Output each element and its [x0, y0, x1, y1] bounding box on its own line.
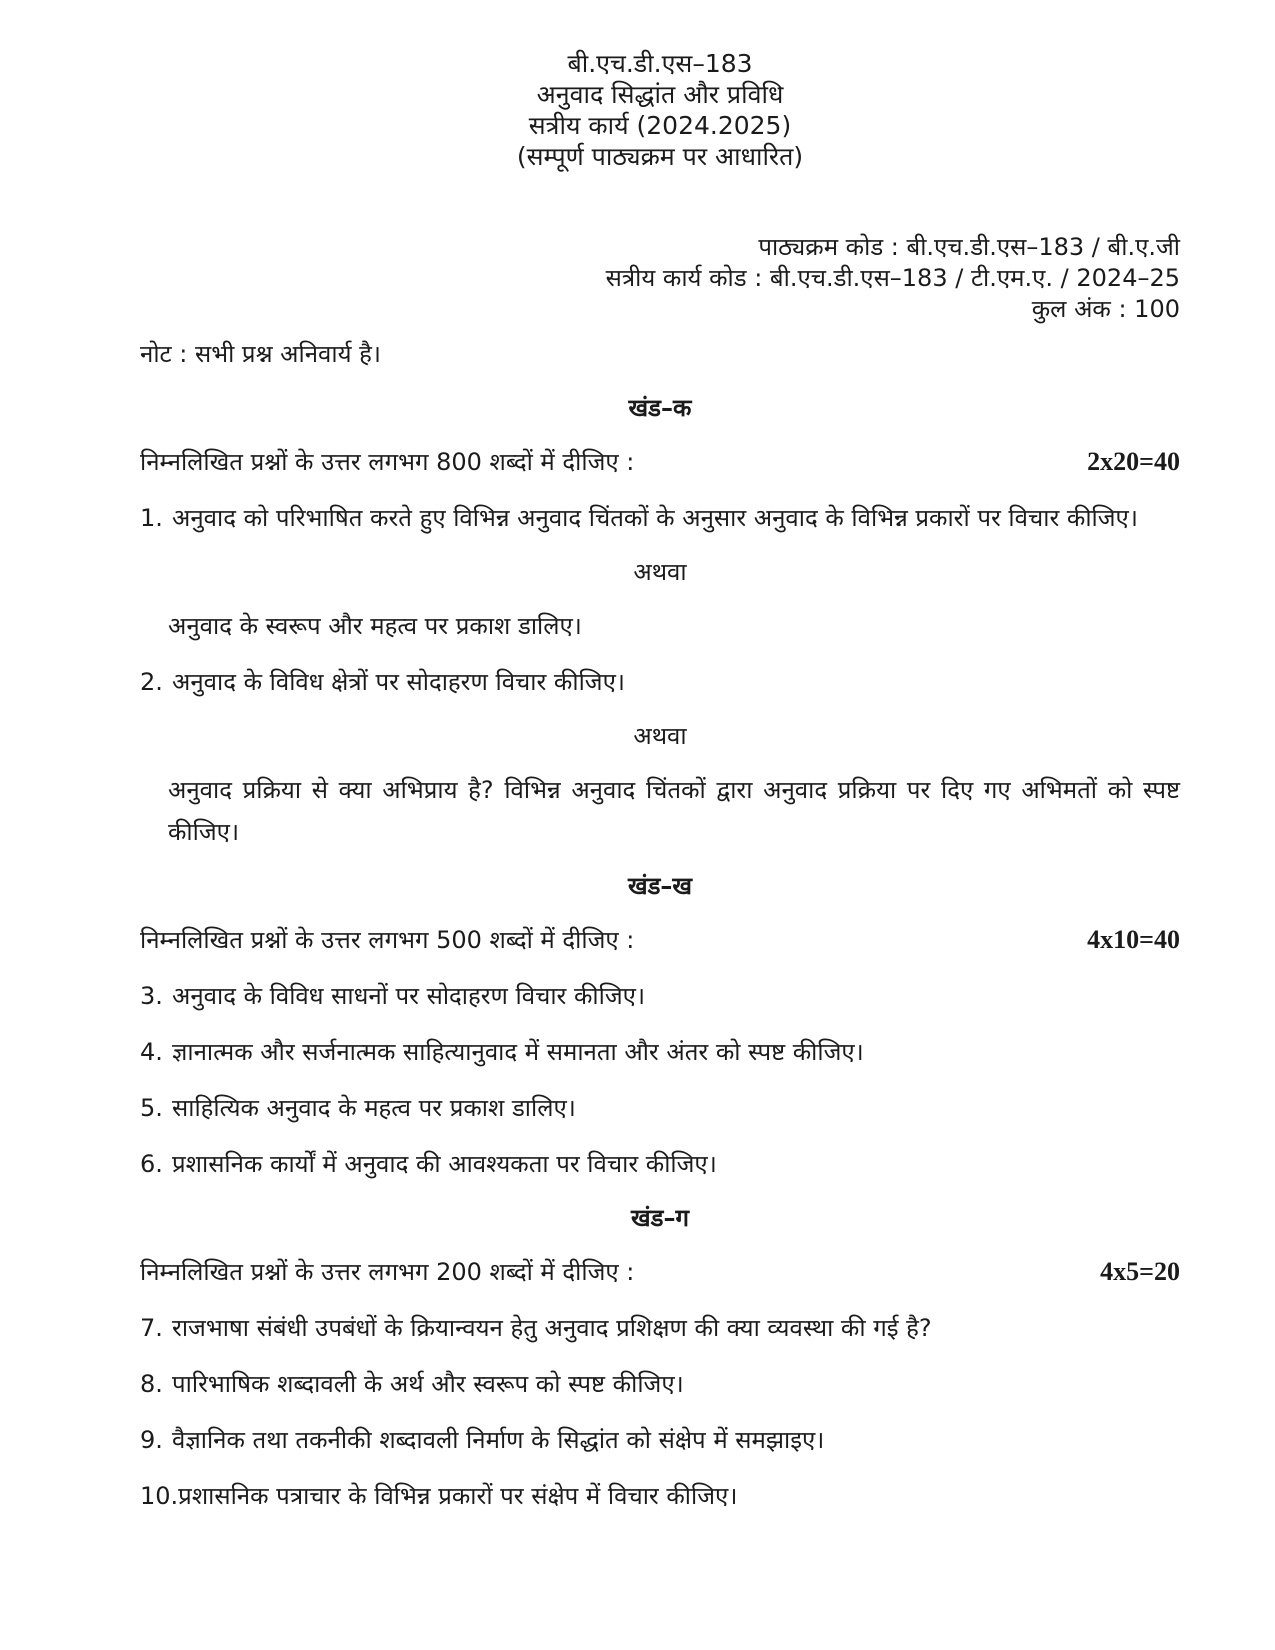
question-6 — [140, 1143, 1180, 1185]
question-6-text: प्रशासनिक कार्यों में अनुवाद की आवश्यकता पर विचार कीजिए। — [172, 1150, 717, 1178]
total-marks-line: कुल अंक : 100 — [1031, 295, 1180, 323]
question-2 — [140, 661, 1180, 703]
section-b-title: खंड–ख — [627, 872, 693, 900]
assignment-meta-block — [140, 232, 1180, 325]
question-10-number: 10. — [140, 1482, 179, 1510]
syllabus-basis-note: (सम्पूर्ण पाठ्यक्रम पर आधारित) — [516, 142, 804, 171]
assignment-code-line: सत्रीय कार्य कोड : बी.एच.डी.एस–183 / टी.एम.ए. / 2024–25 — [605, 264, 1180, 292]
question-1-number: 1. — [140, 504, 163, 532]
or-divider-2: अथवा — [633, 722, 687, 750]
section-a-marks: 2x20=40 — [1087, 447, 1180, 476]
question-5-text: साहित्यिक अनुवाद के महत्व पर प्रकाश डालिए। — [172, 1094, 576, 1122]
course-code-heading: बी.एच.डी.एस–183 — [567, 49, 753, 78]
question-1-alternative: अनुवाद के स्वरूप और महत्व पर प्रकाश डालिए। — [168, 612, 582, 640]
question-8-number: 8. — [140, 1370, 163, 1398]
question-1-text: अनुवाद को परिभाषित करते हुए विभिन्न अनुवाद चिंतकों के अनुसार अनुवाद के विभिन्न प्रकारों पर विचार कीजिए। — [172, 504, 1138, 532]
mandatory-note: नोट : सभी प्रश्न अनिवार्य है। — [140, 340, 381, 368]
question-4 — [140, 1031, 1180, 1073]
question-8-text: पारिभाषिक शब्दावली के अर्थ और स्वरूप को स्पष्ट कीजिए। — [172, 1370, 684, 1398]
section-a-instruction: निम्नलिखित प्रश्नों के उत्तर लगभग 800 शब्दों में दीजिए : — [140, 448, 635, 476]
section-c-instruction: निम्नलिखित प्रश्नों के उत्तर लगभग 200 शब्दों में दीजिए : — [140, 1258, 635, 1286]
question-2-text: अनुवाद के विविध क्षेत्रों पर सोदाहरण विचार कीजिए। — [172, 668, 625, 696]
question-9-text: वैज्ञानिक तथा तकनीकी शब्दावली निर्माण के सिद्धांत को संक्षेप में समझाइए। — [172, 1426, 825, 1454]
section-c-marks: 4x5=20 — [1100, 1257, 1180, 1286]
question-4-number: 4. — [140, 1038, 163, 1066]
section-b-instruction: निम्नलिखित प्रश्नों के उत्तर लगभग 500 शब्दों में दीजिए : — [140, 926, 635, 954]
question-9-number: 9. — [140, 1426, 163, 1454]
question-7-number: 7. — [140, 1314, 163, 1342]
question-2-number: 2. — [140, 668, 163, 696]
section-c-instruction-row — [140, 1251, 1180, 1293]
question-6-number: 6. — [140, 1150, 163, 1178]
question-1 — [140, 497, 1180, 539]
question-8 — [140, 1363, 1180, 1405]
section-a-instruction-row — [140, 441, 1180, 483]
section-b-marks: 4x10=40 — [1087, 925, 1180, 954]
question-10 — [140, 1475, 1180, 1517]
question-3-number: 3. — [140, 982, 163, 1010]
course-title: अनुवाद सिद्धांत और प्रविधि — [536, 80, 784, 109]
question-9 — [140, 1419, 1180, 1461]
document-header — [140, 48, 1180, 172]
question-2-alternative: अनुवाद प्रक्रिया से क्या अभिप्राय है? विभिन्न अनुवाद चिंतकों द्वारा अनुवाद प्रक्रिया पर दिए गए अभिमतों को स्पष्ट कीजिए। — [168, 776, 1180, 846]
section-a-title: खंड–क — [628, 394, 692, 422]
programme-code-line: पाठ्यक्रम कोड : बी.एच.डी.एस–183 / बी.ए.जी — [758, 233, 1180, 261]
section-c-title: खंड–ग — [631, 1204, 689, 1232]
question-5 — [140, 1087, 1180, 1129]
question-7-text: राजभाषा संबंधी उपबंधों के क्रियान्वयन हेतु अनुवाद प्रशिक्षण की क्या व्यवस्था की गई है? — [172, 1314, 932, 1342]
question-4-text: ज्ञानात्मक और सर्जनात्मक साहित्यानुवाद में समानता और अंतर को स्पष्ट कीजिए। — [172, 1038, 864, 1066]
assignment-session: सत्रीय कार्य (2024.2025) — [528, 111, 792, 140]
question-7 — [140, 1307, 1180, 1349]
section-b-instruction-row — [140, 919, 1180, 961]
question-10-text: प्रशासनिक पत्राचार के विभिन्न प्रकारों पर संक्षेप में विचार कीजिए। — [178, 1482, 738, 1510]
question-3 — [140, 975, 1180, 1017]
or-divider-1: अथवा — [633, 558, 687, 586]
question-3-text: अनुवाद के विविध साधनों पर सोदाहरण विचार कीजिए। — [172, 982, 646, 1010]
question-5-number: 5. — [140, 1094, 163, 1122]
